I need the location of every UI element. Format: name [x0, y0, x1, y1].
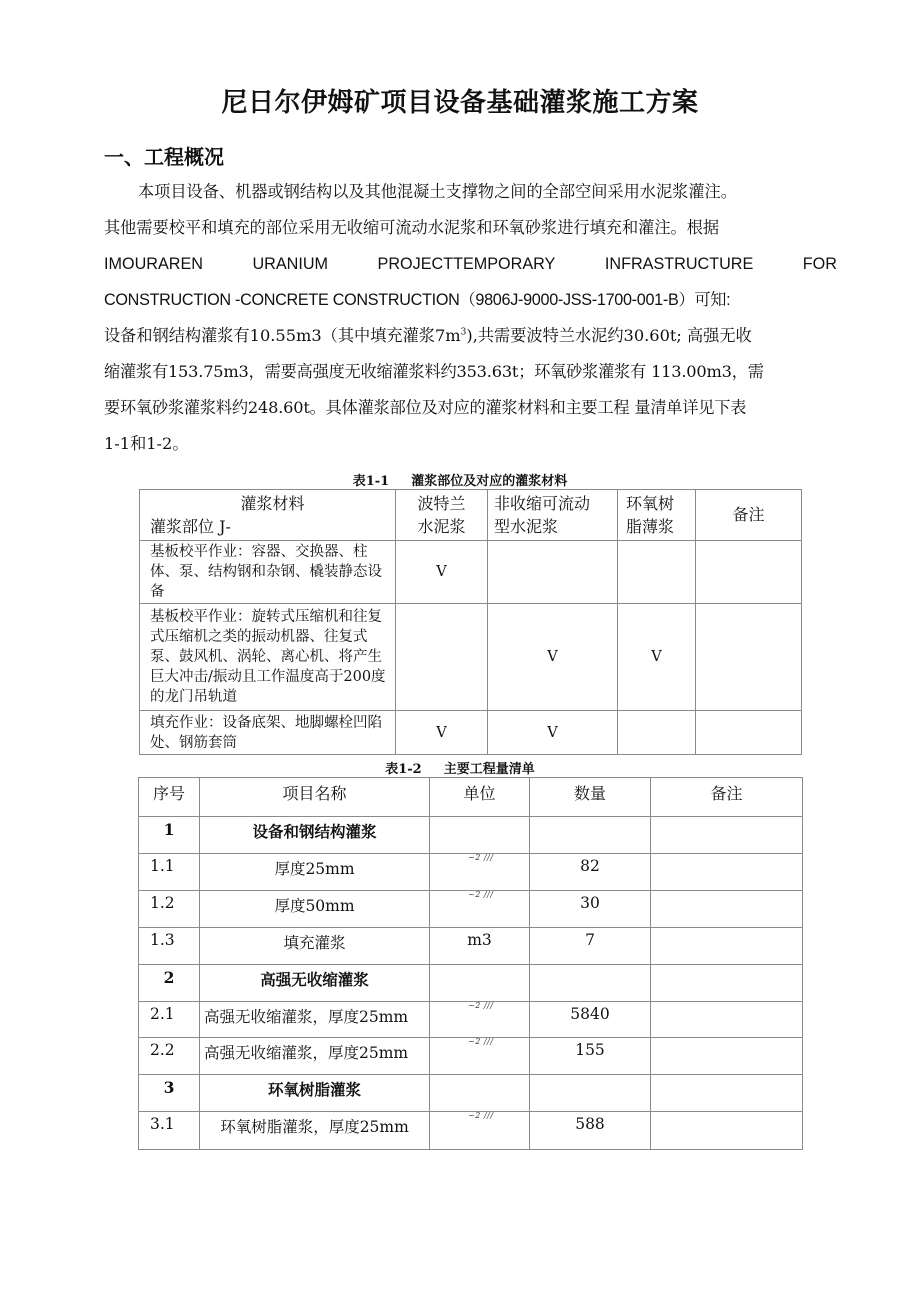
name-cell: 高强无收缩灌浆 — [200, 965, 430, 1002]
reference-word: IMOURAREN — [104, 255, 203, 273]
overview-paragraph — [104, 174, 837, 462]
table-header-row — [139, 778, 803, 817]
unit-cell — [430, 1075, 530, 1112]
remark-cell — [696, 711, 802, 755]
table1-caption-title: 灌浆部位及对应的灌浆材料 — [411, 474, 568, 489]
table-group-row — [139, 1075, 803, 1112]
superscript: 3 — [460, 327, 467, 338]
unit-text: ~2 /// — [468, 1001, 494, 1010]
qty-cell: 5840 — [530, 1002, 651, 1038]
qty-cell: 588 — [530, 1112, 651, 1150]
grouting-materials-table — [139, 489, 802, 755]
remark-cell — [651, 965, 803, 1002]
header-text: 波特兰 — [417, 494, 466, 513]
unit-cell: m3 — [430, 928, 530, 965]
reference-word: INFRASTRUCTURE — [604, 255, 754, 273]
table-row — [139, 854, 803, 891]
remark-cell — [651, 817, 803, 854]
qty-cell: 7 — [530, 928, 651, 965]
unit-text: ~2 /// — [468, 1111, 494, 1120]
seq-cell: 1.2 — [139, 891, 200, 928]
table-row — [140, 604, 802, 711]
quantity-list-table — [138, 777, 803, 1150]
unit-cell — [430, 1002, 530, 1038]
remark-cell — [651, 854, 803, 891]
header-text: 非收缩可流动 — [494, 494, 591, 513]
name-cell: 环氧树脂灌浆 — [200, 1075, 430, 1112]
table2-caption — [0, 758, 920, 777]
portland-cell: V — [396, 541, 488, 604]
name-cell: 厚度25mm — [200, 854, 430, 891]
unit-cell — [430, 1038, 530, 1075]
header-text: 环氧树 — [626, 494, 675, 513]
table1-caption-number: 表1-1 — [352, 474, 390, 489]
unit-text: ~2 /// — [468, 890, 494, 899]
document-title: 尼日尔伊姆矿项目设备基础灌浆施工方案 — [221, 87, 699, 117]
remark-cell — [651, 1038, 803, 1075]
location-cell: 填充作业：设备底架、地脚螺栓凹陷处、钢筋套筒 — [140, 711, 396, 755]
unit-cell — [430, 817, 530, 854]
header-corner-cell — [140, 490, 396, 541]
table-group-row — [139, 817, 803, 854]
paragraph-line — [104, 318, 837, 354]
table2-caption-number: 表1-2 — [385, 762, 422, 777]
remark-cell — [651, 928, 803, 965]
table-row — [140, 711, 802, 755]
remark-cell — [651, 1075, 803, 1112]
paragraph-line-reference — [104, 246, 837, 282]
qty-cell: 30 — [530, 891, 651, 928]
unit-cell — [430, 891, 530, 928]
header-location-label: 灌浆部位 J- — [150, 517, 231, 536]
portland-cell: V — [396, 711, 488, 755]
location-cell: 基板校平作业：容器、交换器、柱体、泵、结构钢和杂钢、橇装静态设备 — [140, 541, 396, 604]
header-text: 水泥浆 — [417, 517, 466, 536]
qty-cell — [530, 817, 651, 854]
portland-cell — [396, 604, 488, 711]
header-portland — [396, 490, 488, 541]
reference-word: URANIUM — [252, 255, 329, 273]
remark-cell — [651, 1002, 803, 1038]
paragraph-text: ),共需要波特兰水泥约30.60t; 高强无收 — [466, 326, 752, 345]
section-heading-overview: 一、工程概况 — [104, 147, 224, 169]
name-cell: 环氧树脂灌浆，厚度25mm — [200, 1112, 430, 1150]
header-seq: 序号 — [139, 778, 200, 817]
table-row — [139, 1002, 803, 1038]
reference-word: FOR — [802, 255, 837, 273]
paragraph-line: 缩灌浆有153.75m3，需要高强度无收缩灌浆料约353.63t；环氧砂浆灌浆有 113.00m3，需 — [104, 362, 764, 381]
name-cell: 填充灌浆 — [200, 928, 430, 965]
qty-cell: 155 — [530, 1038, 651, 1075]
name-cell: 高强无收缩灌浆，厚度25mm — [200, 1038, 430, 1075]
name-cell: 设备和钢结构灌浆 — [200, 817, 430, 854]
header-text: 脂薄浆 — [626, 517, 675, 536]
name-cell: 高强无收缩灌浆，厚度25mm — [200, 1002, 430, 1038]
qty-cell — [530, 1075, 651, 1112]
paragraph-text: 设备和钢结构灌浆有10.55m3（其中填充灌浆7m — [104, 326, 461, 345]
table-row — [139, 928, 803, 965]
header-materials-label: 灌浆材料 — [240, 494, 305, 513]
remark-cell — [696, 604, 802, 711]
table-row — [139, 891, 803, 928]
nonshrink-cell: V — [488, 604, 618, 711]
table-row — [139, 1038, 803, 1075]
seq-cell: 1 — [139, 817, 200, 854]
table-row — [139, 1112, 803, 1150]
table-header-row — [140, 490, 802, 541]
header-text: 型水泥浆 — [494, 517, 559, 536]
seq-cell: 3 — [139, 1075, 200, 1112]
seq-cell: 1.1 — [139, 854, 200, 891]
header-unit: 单位 — [430, 778, 530, 817]
table2-caption-title: 主要工程量清单 — [443, 762, 535, 777]
qty-cell: 82 — [530, 854, 651, 891]
seq-cell: 2.1 — [139, 1002, 200, 1038]
unit-cell — [430, 965, 530, 1002]
header-name: 项目名称 — [200, 778, 430, 817]
table-group-row — [139, 965, 803, 1002]
epoxy-cell — [618, 711, 696, 755]
seq-cell: 1.3 — [139, 928, 200, 965]
header-epoxy — [618, 490, 696, 541]
remark-cell — [651, 1112, 803, 1150]
header-remark: 备注 — [696, 490, 802, 541]
name-cell: 厚度50mm — [200, 891, 430, 928]
epoxy-cell: V — [618, 604, 696, 711]
header-remark: 备注 — [651, 778, 803, 817]
paragraph-line: CONSTRUCTION -CONCRETE CONSTRUCTION（9806J-9000-JSS-1700-001-B）可知: — [104, 291, 731, 309]
seq-cell: 2.2 — [139, 1038, 200, 1075]
unit-cell — [430, 1112, 530, 1150]
nonshrink-cell — [488, 541, 618, 604]
paragraph-line: 要环氧砂浆灌浆料约248.60t。具体灌浆部位及对应的灌浆材料和主要工程 量清单详见下表 — [104, 398, 747, 417]
nonshrink-cell: V — [488, 711, 618, 755]
remark-cell — [696, 541, 802, 604]
reference-word: PROJECTTEMPORARY — [377, 255, 556, 273]
header-nonshrink — [488, 490, 618, 541]
unit-text: ~2 /// — [468, 853, 494, 862]
unit-text: ~2 /// — [468, 1037, 494, 1046]
seq-cell: 2 — [139, 965, 200, 1002]
epoxy-cell — [618, 541, 696, 604]
paragraph-line: 本项目设备、机器或钢结构以及其他混凝土支撑物之间的全部空间采用水泥浆灌注。 — [138, 182, 737, 201]
unit-cell — [430, 854, 530, 891]
paragraph-line: 其他需要校平和填充的部位采用无收缩可流动水泥浆和环氧砂浆进行填充和灌注。根据 — [104, 218, 720, 237]
header-qty: 数量 — [530, 778, 651, 817]
paragraph-line: 1-1和1-2。 — [104, 434, 189, 453]
location-cell: 基板校平作业：旋转式压缩机和往复式压缩机之类的振动机器、往复式泵、鼓风机、涡轮、离心机、将产生巨大冲击/振动且工作温度高于200度的龙门吊轨道 — [140, 604, 396, 711]
seq-cell: 3.1 — [139, 1112, 200, 1150]
qty-cell — [530, 965, 651, 1002]
remark-cell — [651, 891, 803, 928]
table-row — [140, 541, 802, 604]
table1-caption — [0, 470, 920, 489]
